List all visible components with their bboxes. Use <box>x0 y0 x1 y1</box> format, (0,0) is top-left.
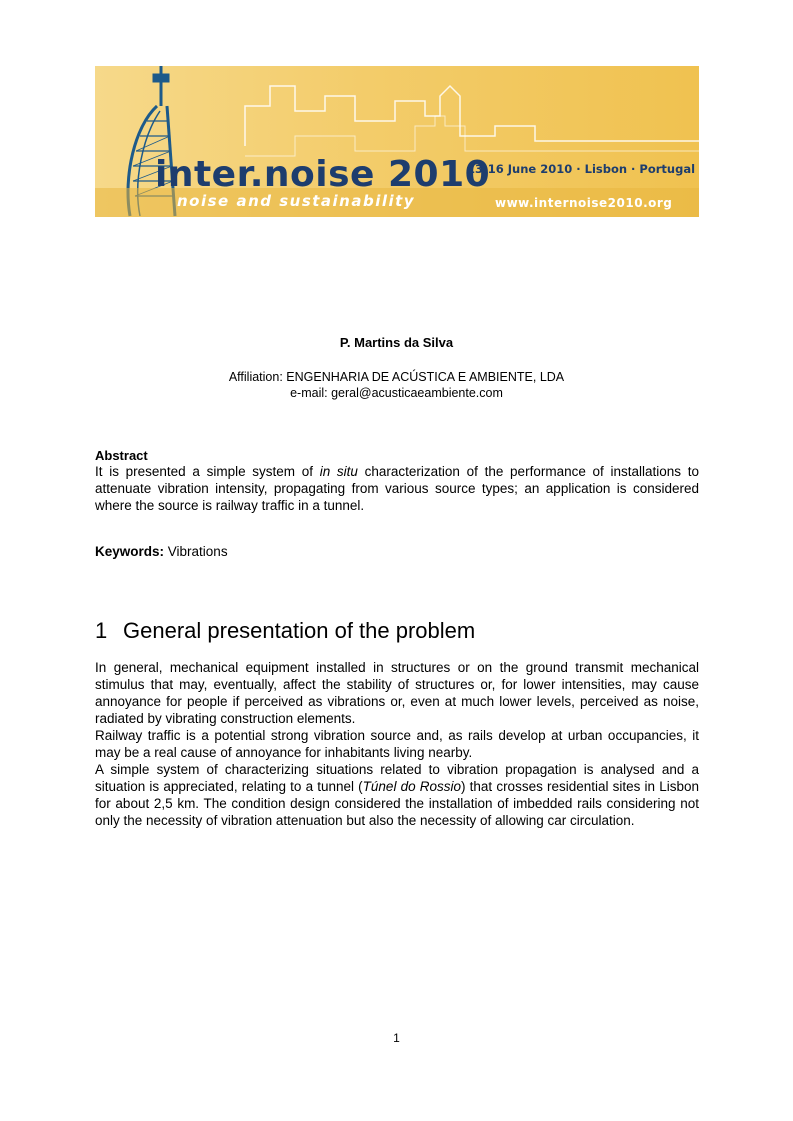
body-text-part: ) that crosses residential sites in Lisbon for about 2,5 km. The condition design considered the installation of imbedded rails considering not only the necessity of vibration attenuation but also the necessity of allowing car circulation. <box>95 779 699 828</box>
banner-subtitle: noise and sustainability <box>177 192 416 210</box>
page-number: 1 <box>393 1031 400 1045</box>
affiliation: Affiliation: ENGENHARIA DE ACÚSTICA E AMBIENTE, LDA <box>228 370 565 384</box>
banner-date-location: 13-16 June 2010 · Lisbon · Portugal <box>467 162 696 176</box>
banner-title: inter.noise 2010 <box>155 154 491 195</box>
section-heading <box>95 618 475 644</box>
conference-banner <box>95 66 699 217</box>
keywords-value: Vibrations <box>164 544 228 559</box>
affiliation-block <box>0 369 793 401</box>
abstract-heading: Abstract <box>95 448 148 463</box>
body-text-italic: Túnel do Rossio <box>362 779 462 794</box>
keywords <box>95 544 228 559</box>
body-text-part: A simple system of characterizing situations related to vibration propagation is analysed and a situation is appreciated, relating to a tunnel ( <box>95 762 699 794</box>
body-paragraph-1: In general, mechanical equipment installed in structures or on the ground transmit mechanical stimulus that may, eventually, affect the stability of structures or, for lower intensities, may cause annoyance for people if perceived as vibrations or, even at much lower levels, perceived as noise, radiated by vibrating construction elements. <box>95 660 699 726</box>
body-paragraph-3 <box>95 761 699 829</box>
abstract-text-part: It is presented a simple system of <box>95 464 320 479</box>
keywords-label: Keywords: <box>95 544 165 559</box>
body-paragraph-2: Railway traffic is a potential strong vibration source and, as rails develop at urban occupancies, it may be a real cause of annoyance for inhabitants living nearby. <box>95 728 699 760</box>
abstract-text-italic: in situ <box>319 464 358 479</box>
abstract-text <box>95 463 699 514</box>
author-name: P. Martins da Silva <box>339 335 454 350</box>
section-title: General presentation of the problem <box>123 618 476 643</box>
section-number: 1 <box>95 618 108 643</box>
abstract-text-part: characterization of the performance of installations to attenuate vibration intensity, propagating from various source types; an application is considered where the source is railway traffic in a tunnel. <box>95 464 699 513</box>
email: e-mail: geral@acusticaeambiente.com <box>290 386 503 400</box>
banner-url: www.internoise2010.org <box>495 196 673 210</box>
